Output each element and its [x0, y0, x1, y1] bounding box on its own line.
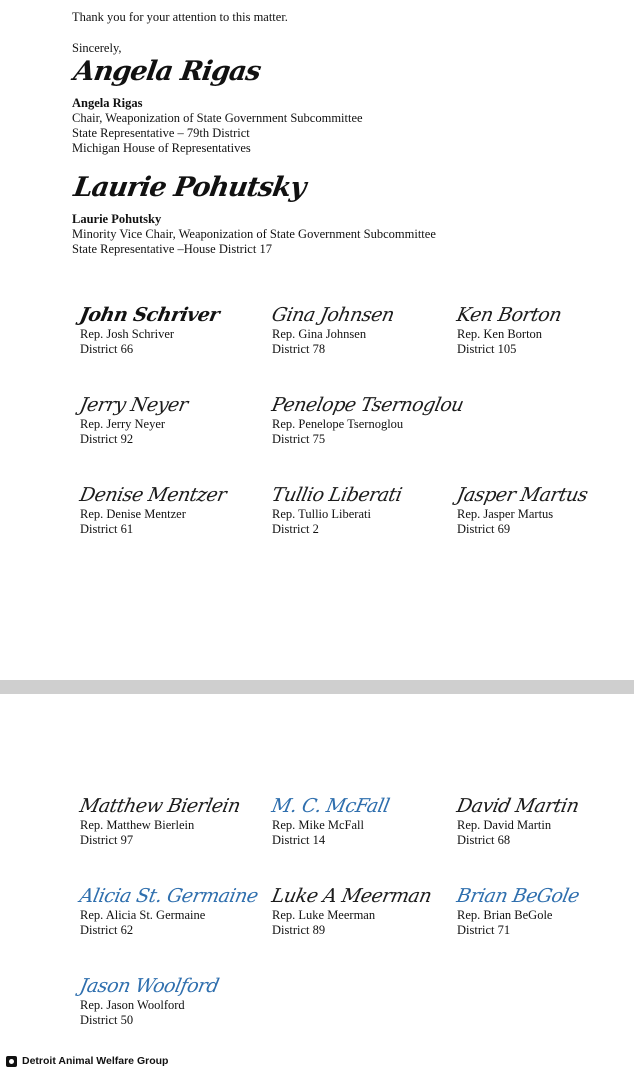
signer-cell	[72, 966, 272, 1028]
signer-cell	[72, 385, 272, 447]
signer-district: District 50	[80, 1013, 134, 1027]
footer-credit-bar	[0, 1050, 634, 1072]
signer-cell	[72, 295, 272, 357]
signature-grid-page-2	[72, 786, 594, 1028]
signature-jasper-martus: Jasper Martus	[454, 484, 590, 506]
signer-name: Rep. Josh Schriver	[80, 327, 175, 341]
signer-name: Rep. David Martin	[457, 818, 552, 832]
signature-gina-johnsen: Gina Johnsen	[269, 304, 396, 326]
signature-denise-mentzer: Denise Mentzer	[77, 484, 228, 506]
signature-matthew-bierlein: Matthew Bierlein	[77, 795, 243, 817]
signer-name: Rep. Jerry Neyer	[80, 417, 166, 431]
signature-laurie-pohutsky: Laurie Pohutsky	[71, 172, 308, 203]
signer-title: Minority Vice Chair, Weaponization of State Government Subcommittee	[72, 227, 436, 241]
signature-jerry-neyer: Jerry Neyer	[77, 394, 190, 416]
page-separator	[0, 680, 634, 694]
signer-district: District 68	[457, 833, 511, 847]
signer-cell	[269, 876, 457, 938]
signature-david-martin: David Martin	[454, 795, 581, 817]
signer-cell	[454, 876, 607, 938]
signature-tullio-liberati: Tullio Liberati	[269, 484, 404, 506]
signer-name: Rep. Alicia St. Germaine	[80, 908, 206, 922]
signer-name: Rep. Gina Johnsen	[272, 327, 367, 341]
signer-cell	[269, 786, 457, 848]
signature-image	[72, 58, 594, 96]
signer-cell	[72, 876, 272, 938]
signer-district: District 89	[272, 923, 326, 937]
signer-cell	[454, 786, 607, 848]
signature-brian-begole: Brian BeGole	[454, 885, 582, 907]
lead-signer-block-1	[72, 174, 594, 257]
signer-district: District 78	[272, 342, 326, 356]
signer-district: District 69	[457, 522, 511, 536]
signer-name: Rep. Luke Meerman	[272, 908, 376, 922]
signer-title: Chair, Weaponization of State Government Subcommittee	[72, 111, 363, 125]
signature-ken-borton: Ken Borton	[454, 304, 564, 326]
signer-name: Rep. Matthew Bierlein	[80, 818, 195, 832]
signer-cell-empty	[457, 385, 607, 447]
signer-cell	[454, 295, 607, 357]
signer-district: District 71	[457, 923, 511, 937]
signer-body: Michigan House of Representatives	[72, 141, 251, 155]
salutation: Sincerely,	[72, 41, 122, 55]
signer-name: Rep. Denise Mentzer	[80, 507, 186, 521]
signature-mike-mcfall: M. C. McFall	[269, 795, 392, 817]
signature-penelope-tsernoglou: Penelope Tsernoglou	[269, 394, 466, 416]
signer-name: Rep. Mike McFall	[272, 818, 365, 832]
signer-name: Rep. Penelope Tsernoglou	[272, 417, 404, 431]
signer-name: Rep. Jason Woolford	[80, 998, 185, 1012]
signer-district: District 66	[80, 342, 134, 356]
signer-name: Laurie Pohutsky	[72, 212, 162, 226]
signature-josh-schriver: John Schriver	[77, 304, 222, 326]
signature-luke-meerman: Luke A Meerman	[269, 885, 434, 907]
document-page-2	[0, 694, 634, 1072]
footer-credit-text: Detroit Animal Welfare Group	[22, 1055, 169, 1067]
signer-district: District 61	[80, 522, 134, 536]
signer-cell	[269, 295, 457, 357]
signer-district: District 105	[457, 342, 517, 356]
signer-district: District 75	[272, 432, 326, 446]
lead-signer-block-0	[72, 58, 594, 156]
signer-cell	[269, 385, 466, 447]
signer-name: Rep. Ken Borton	[457, 327, 543, 341]
signer-district: District 62	[80, 923, 134, 937]
signer-role: State Representative – 79th District	[72, 126, 250, 140]
signer-cell	[454, 475, 607, 537]
signer-name: Angela Rigas	[72, 96, 143, 110]
signature-angela-rigas: Angela Rigas	[71, 56, 263, 87]
signer-cell	[72, 786, 272, 848]
signer-name: Rep. Jasper Martus	[457, 507, 554, 521]
signer-cell	[72, 475, 272, 537]
closing-paragraph: Thank you for your attention to this matter.	[72, 10, 288, 24]
paw-logo-icon	[6, 1056, 17, 1067]
signer-district: District 97	[80, 833, 134, 847]
signer-name: Rep. Tullio Liberati	[272, 507, 371, 521]
signer-cell	[269, 475, 457, 537]
signature-alicia-st-germaine: Alicia St. Germaine	[77, 885, 260, 907]
signature-jason-woolford: Jason Woolford	[77, 975, 221, 997]
signer-district: District 2	[272, 522, 319, 536]
signer-name: Rep. Brian BeGole	[457, 908, 553, 922]
signature-grid-page-1	[72, 295, 594, 537]
signer-district: District 14	[272, 833, 326, 847]
signer-district: District 92	[80, 432, 134, 446]
signature-image	[72, 174, 594, 212]
signer-role: State Representative –House District 17	[72, 242, 272, 256]
